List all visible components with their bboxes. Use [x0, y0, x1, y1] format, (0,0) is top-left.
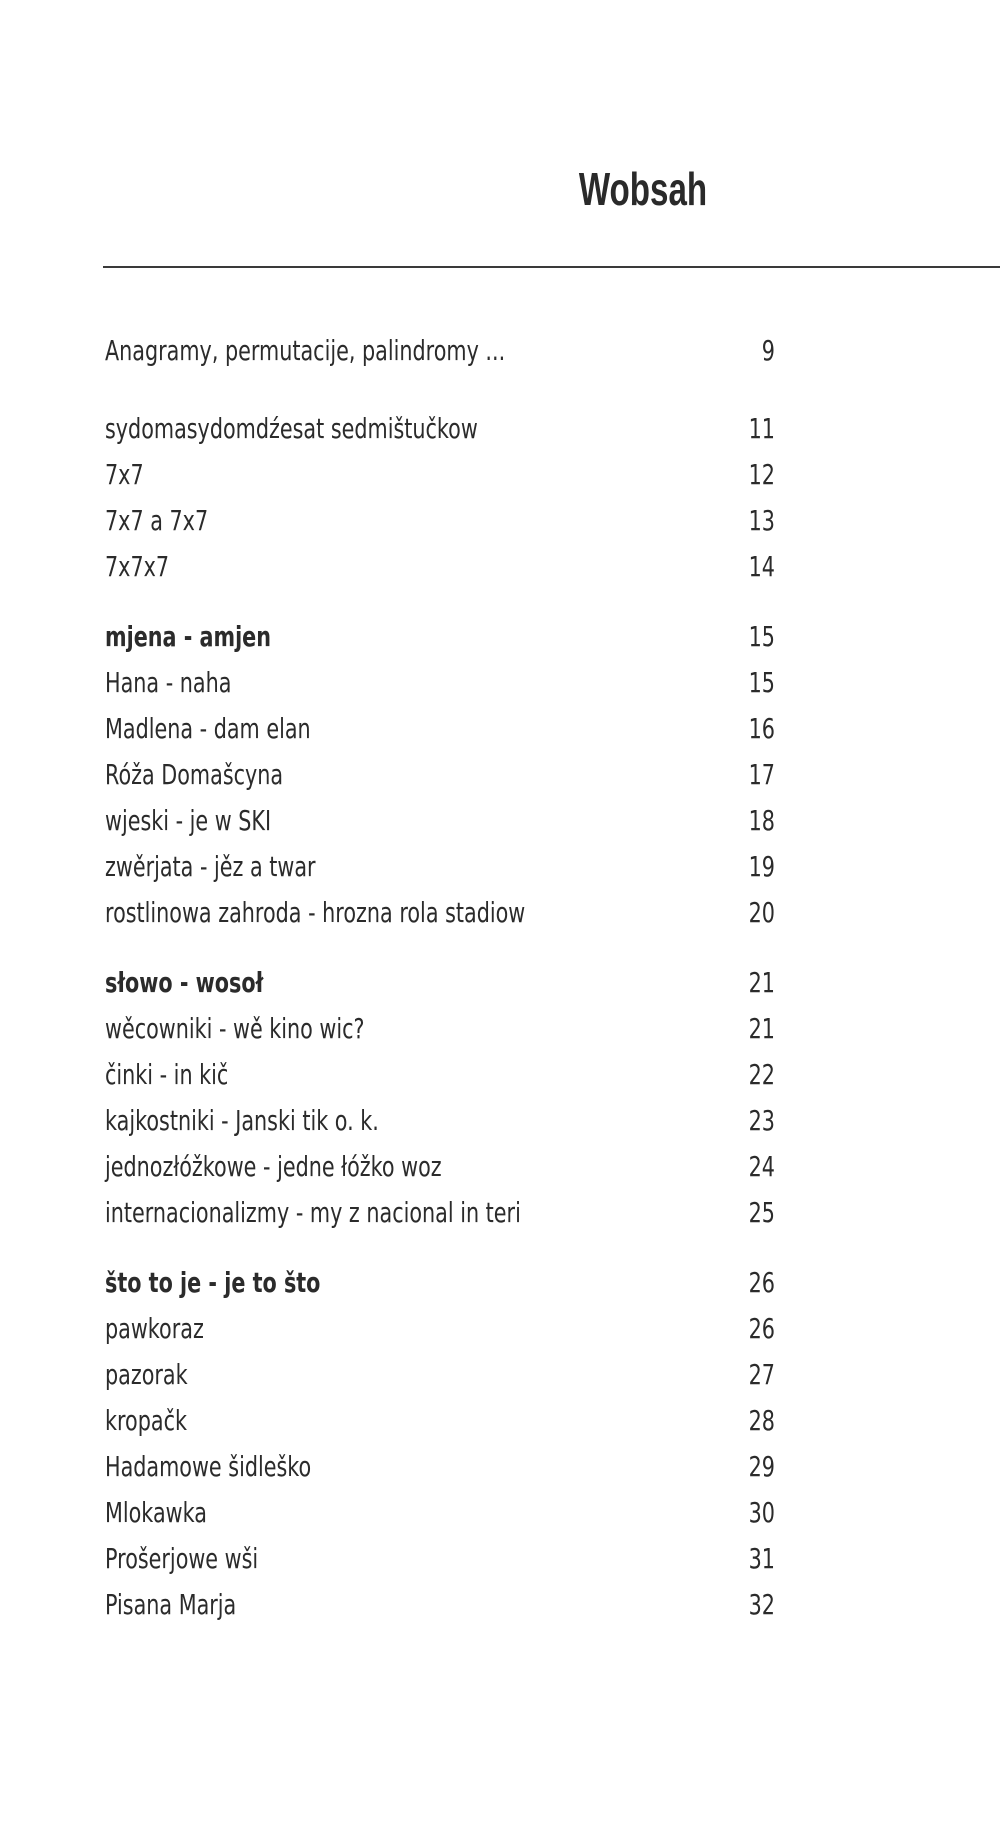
title-divider: [103, 266, 1000, 268]
toc-section-heading: [105, 1263, 775, 1309]
toc-entry: [105, 893, 775, 939]
toc-entry-page: 13: [748, 504, 775, 537]
toc-entry-title: pazorak: [105, 1358, 188, 1391]
toc-entry-page: 12: [748, 458, 775, 491]
toc-entry-title: jednozłóžkowe - jedne łóžko woz: [105, 1150, 442, 1183]
toc-entry-page: 9: [761, 334, 775, 367]
toc-entry-title: Hana - naha: [105, 666, 232, 699]
toc-entry-page: 15: [748, 666, 775, 699]
toc-entry-page: 24: [748, 1150, 775, 1183]
toc-entry-page: 22: [748, 1058, 775, 1091]
toc-entry-page: 31: [748, 1542, 775, 1575]
toc-entry-title: Prošerjowe wši: [105, 1542, 259, 1575]
toc-entry-title: 7x7 a 7x7: [105, 504, 209, 537]
toc-entry-title: wěcowniki - wě kino wic?: [105, 1012, 365, 1045]
toc-entry-title: činki - in kič: [105, 1058, 229, 1091]
toc-entry-page: 32: [748, 1588, 775, 1621]
toc-entry-page: 21: [748, 1012, 775, 1045]
toc-entry: [105, 801, 775, 847]
toc-entry: [105, 1493, 775, 1539]
toc-entry-title: što to je - je to što: [105, 1266, 321, 1299]
toc-entry-page: 27: [748, 1358, 775, 1391]
toc-entry-title: mjena - amjen: [105, 620, 271, 653]
toc-entry-title: Mlokawka: [105, 1496, 207, 1529]
toc-entry: [105, 1585, 775, 1631]
toc-section-heading: [105, 963, 775, 1009]
toc-entry-title: 7x7: [105, 458, 144, 491]
toc-entry-page: 16: [748, 712, 775, 745]
toc-entry-title: Róža Domašcyna: [105, 758, 284, 791]
toc-entry: [105, 547, 775, 593]
toc-entry-page: 28: [748, 1404, 775, 1437]
toc-entry: [105, 1355, 775, 1401]
toc-entry-page: 29: [748, 1450, 775, 1483]
toc-entry-title: Madlena - dam elan: [105, 712, 311, 745]
toc-entry-title: pawkoraz: [105, 1312, 204, 1345]
toc-entry-title: rostlinowa zahroda - hrozna rola stadiow: [105, 896, 526, 929]
toc-entry-title: zwěrjata - jěz a twar: [105, 850, 316, 883]
toc-entry-page: 30: [748, 1496, 775, 1529]
toc-entry: [105, 663, 775, 709]
toc-entry: [105, 501, 775, 547]
toc-entry: [105, 709, 775, 755]
toc-entry-title: 7x7x7: [105, 550, 170, 583]
toc-entry-page: 23: [748, 1104, 775, 1137]
toc-entry-page: 21: [748, 966, 775, 999]
toc-entry-page: 25: [748, 1196, 775, 1229]
toc-entry: [105, 1193, 775, 1239]
toc-entry-page: 14: [748, 550, 775, 583]
toc-entry-title: Hadamowe šidleško: [105, 1450, 312, 1483]
toc-entry-page: 15: [748, 620, 775, 653]
toc-entry-title: Pisana Marja: [105, 1588, 237, 1621]
toc-entry: [105, 1447, 775, 1493]
toc-entry: [105, 847, 775, 893]
toc-entry: [105, 1055, 775, 1101]
toc-entry: [105, 455, 775, 501]
page-title-text: Wobsah: [578, 163, 708, 215]
toc-entry-title: wjeski - je w SKI: [105, 804, 272, 837]
toc-entry-title: kropačk: [105, 1404, 187, 1437]
toc-entry-page: 26: [748, 1312, 775, 1345]
toc-entry: [105, 1101, 775, 1147]
toc-entry-page: 26: [748, 1266, 775, 1299]
toc-entry: [105, 1309, 775, 1355]
toc-entry-title: Anagramy, permutacije, palindromy ...: [105, 334, 506, 367]
page-title: [180, 162, 900, 216]
toc-entry-page: 20: [748, 896, 775, 929]
toc-entry-page: 18: [748, 804, 775, 837]
toc-entry-title: internacionalizmy - my z nacional in teri: [105, 1196, 521, 1229]
toc-entry-title: kajkostniki - Janski tik o. k.: [105, 1104, 379, 1137]
toc-entry: [105, 331, 775, 377]
toc-entry-title: sydomasydomdźesat sedmištučkow: [105, 412, 478, 445]
toc-section-heading: [105, 617, 775, 663]
toc-entry: [105, 409, 775, 455]
toc-entry-title: słowo - wosoł: [105, 966, 264, 999]
toc-entry-page: 19: [748, 850, 775, 883]
toc-entry-page: 17: [748, 758, 775, 791]
toc-entry: [105, 1147, 775, 1193]
toc-entry: [105, 755, 775, 801]
toc-entry: [105, 1009, 775, 1055]
toc-entry: [105, 1539, 775, 1585]
toc-entry: [105, 1401, 775, 1447]
toc-entry-page: 11: [748, 412, 775, 445]
